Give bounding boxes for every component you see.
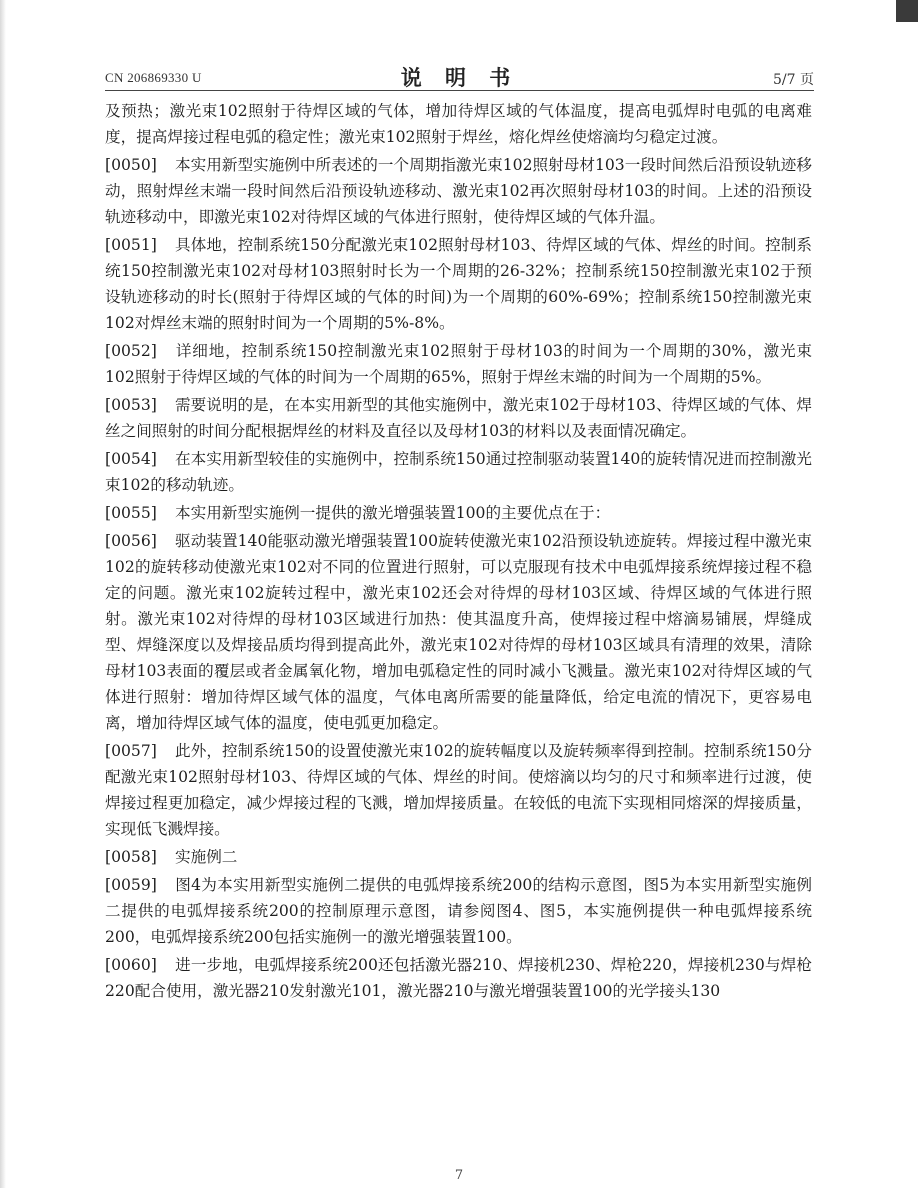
document-body <box>105 98 812 1006</box>
paragraph-text: 图4为本实用新型实施例二提供的电弧焊接系统200的结构示意图，图5为本实用新型实施例二提供的电弧焊接系统200的控制原理示意图，请参阅图4、图5，本实施例提供一种电弧焊接系统200，电弧焊接系统200包括实施例一的激光增强装置100。 <box>105 876 812 946</box>
paragraph-number: [0057] <box>105 742 157 760</box>
paragraph-text: 详细地，控制系统150控制激光束102照射于母材103的时间为一个周期的30%，激光束102照射于待焊区域的气体的时间为一个周期的65%，照射于焊丝末端的时间为一个周期的5%。 <box>105 342 812 386</box>
paragraph <box>105 232 812 336</box>
paragraph-number: [0055] <box>105 504 157 522</box>
paragraph <box>105 152 812 230</box>
paragraph-text: 进一步地，电弧焊接系统200还包括激光器210、焊接机230、焊枪220，焊接机230与焊枪220配合使用，激光器210发射激光101，激光器210与激光增强装置100的光学接头130 <box>105 956 812 1000</box>
paragraph-text: 及预热；激光束102照射于待焊区域的气体，增加待焊区域的气体温度，提高电弧焊时电弧的电离难度，提高焊接过程电弧的稳定性；激光束102照射于焊丝，熔化焊丝使熔滴均匀稳定过渡。 <box>105 102 812 146</box>
paragraph-number: [0052] <box>105 342 157 360</box>
paragraph <box>105 952 812 1004</box>
paragraph <box>105 446 812 498</box>
paragraph-number: [0060] <box>105 956 157 974</box>
paragraph-text: 驱动装置140能驱动激光增强装置100旋转使激光束102沿预设轨迹旋转。焊接过程中激光束102的旋转移动使激光束102对不同的位置进行照射，可以克服现有技术中电弧焊接系统焊接过程不稳定的问题。激光束102旋转过程中，激光束102还会对待焊的母材103区域、待焊区域的气体进行照射。激光束102对待焊的母材103区域进行加热：使其温度升高，使焊接过程中熔滴易铺展，焊缝成型、焊缝深度以及焊接品质均得到提高此外，激光束102对待焊的母材103区域具有清理的效果，清除母材103表面的覆层或者金属氧化物，增加电弧稳定性的同时减小飞溅量。激光束102对待焊区域的气体进行照射：增加待焊区域气体的温度，气体电离所需要的能量降低，给定电流的情况下，更容易电离，增加待焊区域气体的温度，使电弧更加稳定。 <box>105 532 812 732</box>
paragraph-number: [0056] <box>105 532 157 550</box>
paragraph-text: 本实用新型实施例中所表述的一个周期指激光束102照射母材103一段时间然后沿预设轨迹移动，照射焊丝末端一段时间然后沿预设轨迹移动、激光束102再次照射母材103的时间。上述的沿预设轨迹移动中，即激光束102对待焊区域的气体进行照射，使待焊区域的气体升温。 <box>105 156 812 226</box>
paragraph <box>105 392 812 444</box>
paragraph-text: 实施例二 <box>175 848 238 866</box>
paragraph-continuation <box>105 98 812 150</box>
paragraph <box>105 500 812 526</box>
header-rule <box>105 90 814 91</box>
paragraph <box>105 528 812 736</box>
document-title: 说 明 书 <box>400 65 519 90</box>
paragraph-text: 需要说明的是，在本实用新型的其他实施例中，激光束102于母材103、待焊区域的气体、焊丝之间照射的时间分配根据焊丝的材料及直径以及母材103的材料以及表面情况确定。 <box>105 396 812 440</box>
page-header <box>105 62 814 88</box>
paragraph <box>105 738 812 842</box>
publication-number: CN 206869330 U <box>105 70 202 85</box>
paragraph-number: [0054] <box>105 450 157 468</box>
scan-corner-mark <box>896 0 918 22</box>
paragraph <box>105 872 812 950</box>
paragraph-text: 具体地，控制系统150分配激光束102照射母材103、待焊区域的气体、焊丝的时间。控制系统150控制激光束102对母材103照射时长为一个周期的26-32%；控制系统150控制激光束102于预设轨迹移动的时长(照射于待焊区域的气体的时间)为一个周期的60%-69%；控制系统150控制激光束102对焊丝末端的照射时间为一个周期的5%-8%。 <box>105 236 812 332</box>
page-indicator: 5/7 页 <box>773 72 814 88</box>
paragraph-text: 在本实用新型较佳的实施例中，控制系统150通过控制驱动装置140的旋转情况进而控制激光束102的移动轨迹。 <box>105 450 812 494</box>
paragraph <box>105 338 812 390</box>
scan-edge-shadow <box>0 0 6 1188</box>
paragraph <box>105 844 812 870</box>
paragraph-number: [0059] <box>105 876 157 894</box>
paragraph-number: [0050] <box>105 156 157 174</box>
paragraph-number: [0053] <box>105 396 157 414</box>
page-number: 7 <box>454 1168 464 1183</box>
paragraph-text: 此外，控制系统150的设置使激光束102的旋转幅度以及旋转频率得到控制。控制系统150分配激光束102照射母材103、待焊区域的气体、焊丝的时间。使熔滴以均匀的尺寸和频率进行过渡，使焊接过程更加稳定，减少焊接过程的飞溅，增加焊接质量。在较低的电流下实现相同熔深的焊接质量，实现低飞溅焊接。 <box>105 742 812 838</box>
paragraph-number: [0051] <box>105 236 157 254</box>
paragraph-text: 本实用新型实施例一提供的激光增强装置100的主要优点在于： <box>175 504 611 522</box>
paragraph-number: [0058] <box>105 848 157 866</box>
